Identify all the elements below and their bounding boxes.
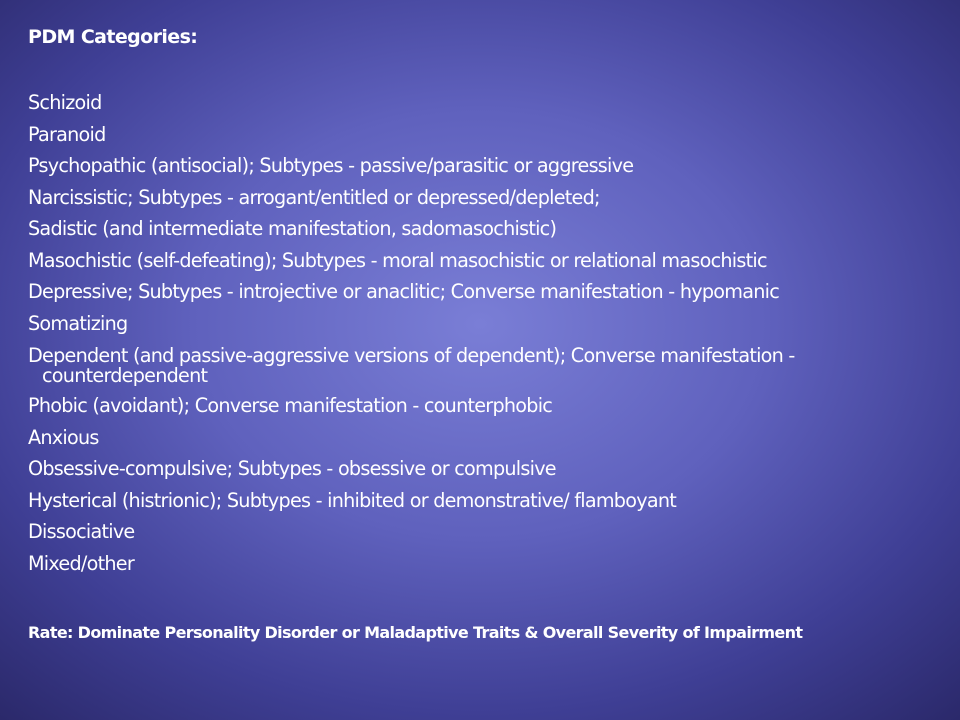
category-item-hysterical: Hysterical (histrionic); Subtypes - inhibited or demonstrative/ flamboyant <box>28 488 677 512</box>
category-item-obsessive-compulsive: Obsessive-compulsive; Subtypes - obsessive or compulsive <box>28 457 556 480</box>
category-item-psychopathic: Psychopathic (antisocial); Subtypes - passive/parasitic or aggressive <box>28 154 634 177</box>
category-item-narcissistic: Narcissistic; Subtypes - arrogant/entitled or depressed/depleted; <box>28 185 600 209</box>
category-item-paranoid: Paranoid <box>28 122 106 146</box>
category-item-mixed-other: Mixed/other <box>28 551 134 575</box>
category-item-dissociative: Dissociative <box>28 520 135 543</box>
category-item-masochistic: Masochistic (self-defeating); Subtypes - moral masochistic or relational masochistic <box>28 248 767 272</box>
category-item-phobic: Phobic (avoidant); Converse manifestation - counterphobic <box>28 394 553 417</box>
slide-heading: PDM Categories: <box>28 26 198 48</box>
category-item-somatizing: Somatizing <box>28 311 128 335</box>
category-list <box>28 87 948 579</box>
rating-note: Rate: Dominate Personality Disorder or Maladaptive Traits & Overall Severity of Impairment <box>28 623 803 642</box>
category-item-anxious: Anxious <box>28 425 99 449</box>
category-item-depressive: Depressive; Subtypes - introjective or anaclitic; Converse manifestation - hypomanic <box>28 280 780 303</box>
category-item-dependent: Dependent (and passive-aggressive versions of dependent); Converse manifestation - counterdependent <box>28 344 795 387</box>
category-item-sadistic: Sadistic (and intermediate manifestation, sadomasochistic) <box>28 217 557 240</box>
category-item-schizoid: Schizoid <box>28 91 102 114</box>
